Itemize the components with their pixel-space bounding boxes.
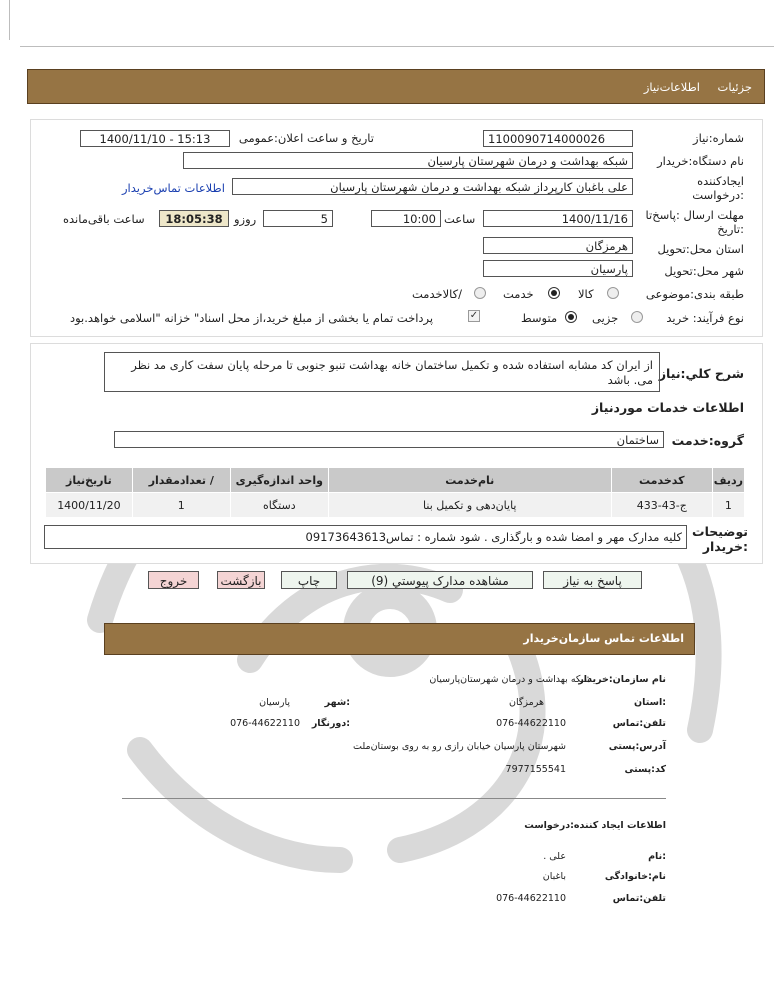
creator-section-title: اطلاعات ایجاد کننده:درخواست [524, 820, 666, 831]
description-label: شرح کلي:نياز [658, 366, 744, 381]
col-row: ردیف [712, 468, 744, 493]
cell-service-code: ج-43-433 [611, 493, 712, 518]
contact-province-value: هرمزگان [509, 697, 544, 708]
category-label: طبقه بندی:موضوعی [645, 287, 744, 301]
attachments-button[interactable]: مشاهده مدارک پیوستي (9) [347, 571, 533, 589]
buyer-name-label: نام دستگاه:خریدار [657, 154, 744, 168]
announce-label: تاریخ و ساعت اعلان:عمومی [238, 131, 374, 145]
buyer-notes-label-1: توضیحات [692, 524, 748, 539]
process-partial-radio[interactable] [631, 311, 643, 323]
cell-quantity: 1 [132, 493, 230, 518]
print-button[interactable]: چاپ [281, 571, 337, 589]
need-number-label: شماره:نیاز [693, 131, 744, 145]
deadline-date-field: 1400/11/16 [483, 210, 633, 227]
table-row [46, 493, 745, 518]
creator-family-label: نام:خانوادگی [604, 871, 666, 882]
reply-button[interactable]: پاسخ به نیاز [543, 571, 642, 589]
page-border-left [9, 0, 10, 40]
creator-label-1: ایجادکننده [697, 174, 744, 188]
category-goods-radio[interactable] [607, 287, 619, 299]
cell-unit: دستگاه [230, 493, 328, 518]
deadline-time-field: 10:00 [371, 210, 441, 227]
tab-details[interactable]: جزئیات [717, 80, 752, 94]
col-unit: واحد اندازه‌گیری [230, 468, 328, 493]
category-goods-label: کالا [578, 287, 594, 301]
contact-address-label: آدرس:پستی [608, 741, 666, 752]
buyer-contact-header-title: اطلاعات تماس سازمان‌خریدار [523, 632, 684, 645]
col-service-name: نام‌خدمت [328, 468, 611, 493]
province-field: هرمزگان [483, 237, 633, 254]
col-service-code: کدخدمت [611, 468, 712, 493]
creator-name-label: :نام [648, 851, 666, 862]
page-border-top [20, 46, 774, 47]
creator-family-value: باغبان [542, 871, 566, 882]
deadline-label-1: مهلت ارسال :پاسخ‌تا [645, 208, 744, 222]
contact-phone-label: تلفن:تماس [612, 718, 666, 729]
org-name-label: نام سازمان:خریدار [578, 674, 666, 685]
creator-label-2: :درخواست [692, 188, 744, 202]
cell-need-date: 1400/11/20 [46, 493, 133, 518]
contact-province-label: :استان [634, 697, 666, 708]
treasury-payment-label: پرداخت تمام یا بخشی از مبلغ خرید،از محل اسناد" خزانه "اسلامی خواهد.بود [70, 311, 434, 325]
creator-phone-label: تلفن:تماس [612, 893, 666, 904]
col-need-date: تاریخ‌نیاز [46, 468, 133, 493]
creator-phone-value: 076-44622110 [496, 893, 566, 904]
contact-fax-label: :دورنگار [311, 718, 350, 729]
category-service-label: خدمت [503, 287, 534, 301]
day-label: روزو [234, 212, 257, 226]
description-field: از ایران کد مشابه استفاده شده و تکمیل ساختمان خانه بهداشت تنبو جنوبی تا مرحله پایان سفت کاری مد نظر می. باشد [104, 352, 660, 392]
category-goods-service-radio[interactable] [474, 287, 486, 299]
process-medium-radio[interactable] [565, 311, 577, 323]
back-button[interactable]: بازگشت [217, 571, 265, 589]
buyer-notes-label-2: :خریدار [702, 539, 748, 554]
remaining-label: ساعت باقی‌مانده [63, 212, 145, 226]
services-table-header [46, 468, 745, 493]
col-quantity: / تعدادمقدار [132, 468, 230, 493]
contact-postal-label: کد:پستی [624, 764, 666, 775]
buyer-contact-link[interactable]: اطلاعات تماس‌خریدار [122, 181, 225, 195]
contact-fax-value: 076-44622110 [230, 718, 300, 729]
remaining-time-field: 18:05:38 [159, 210, 229, 227]
process-label: نوع فرآیند: خرید [666, 311, 744, 325]
days-field: 5 [263, 210, 333, 227]
buyer-contact-header [104, 623, 695, 655]
category-service-radio[interactable] [548, 287, 560, 299]
service-group-label: گروه:خدمت [671, 433, 744, 448]
announce-field: 1400/11/10 - 15:13 [80, 130, 230, 147]
buyer-notes-field: کلیه مدارک مهر و امضا شده و بارگذاری . شود شماره : تماس09173643613 [44, 525, 687, 549]
province-label: استان محل:تحویل [657, 242, 744, 256]
process-medium-label: متوسط [521, 311, 558, 325]
contact-phone-value: 076-44622110 [496, 718, 566, 729]
contact-city-value: پارسیان [259, 697, 290, 708]
contact-address-value: شهرستان پارسیان خیابان رازی رو به روی بوستان‌ملت [353, 741, 566, 752]
need-number-field: 1100090714000026 [483, 130, 633, 147]
creator-field: علی باغبان کارپرداز شبکه بهداشت و درمان شهرستان پارسیان [232, 178, 633, 195]
deadline-hour-label: ساعت [444, 212, 476, 226]
exit-button[interactable]: خروج [148, 571, 199, 589]
city-label: شهر محل:تحویل [664, 264, 744, 278]
contact-city-label: :شهر [324, 697, 350, 708]
category-goods-service-label: /کالاخدمت [412, 287, 463, 301]
cell-row: 1 [712, 493, 744, 518]
contact-postal-value: 7977155541 [505, 764, 566, 775]
tab-need-info[interactable]: اطلاعات‌نیاز [643, 80, 700, 94]
treasury-payment-checkbox[interactable]: ✓ [469, 310, 479, 321]
creator-name-value: علی . [543, 851, 566, 862]
org-name-value: شبکه بهداشت و درمان شهرستان‌پارسیان [429, 674, 592, 685]
section-divider [122, 798, 666, 799]
process-partial-label: جزیی [592, 311, 619, 325]
cell-service-name: پایان‌دهی و تکمیل بنا [328, 493, 611, 518]
deadline-label-2: :تاریخ [717, 222, 744, 236]
services-title: اطلاعات خدمات موردنیاز [591, 400, 744, 415]
service-group-field: ساختمان [114, 431, 664, 448]
buyer-name-field: شبکه بهداشت و درمان شهرستان پارسیان [183, 152, 633, 169]
city-field: پارسیان [483, 260, 633, 277]
need-info-header [27, 69, 765, 104]
services-table [45, 467, 745, 518]
